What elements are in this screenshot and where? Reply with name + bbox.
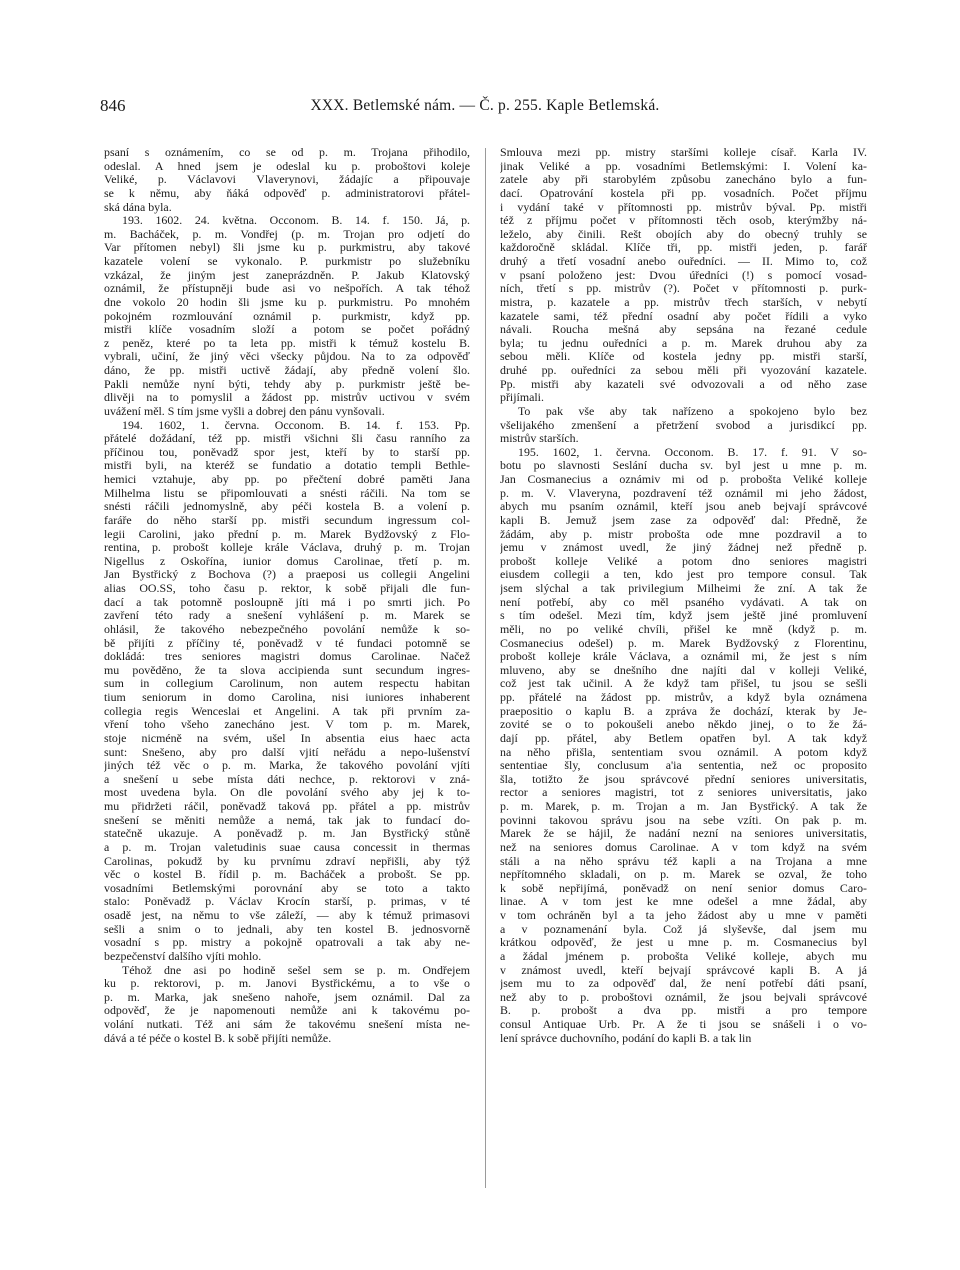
text-line: Smlouva mezi pp. mistry staršími kolleje císař. Karla IV. <box>500 146 867 159</box>
column-divider <box>485 148 486 1188</box>
text-line: na něho přišla, sententiam svou oznámil. A potom když <box>500 745 867 759</box>
text-line: mu pověděno, že ta slova accipienda sunt secundum ingres- <box>104 663 470 677</box>
text-line: a snešení u sebe místa dáti nechce, p. rektorovi v zná- <box>104 772 470 786</box>
text-line: most uvedena byla. On dle povolání svého aby jej k to- <box>104 786 470 800</box>
text-line: pp. přátelé na žádost pp. mistrův, a když byla oznámena <box>500 691 867 704</box>
text-line: vzkázal, že jiným jest zaneprázdněn. P. Jakub Klatovský <box>104 268 470 282</box>
text-line: odeslal. A hned jsem je odeslal ku p. proboštovi koleje <box>104 159 470 173</box>
text-line: collegia regis Wenceslai et Angelini. A tak při prvním za- <box>104 704 470 718</box>
text-line: jinak Veliké a pp. vosadními Betlemskými: I. Volení ka- <box>500 159 867 173</box>
text-line: sententiae šly, conclusum a'ia sententia, než oc proposito <box>500 759 867 773</box>
text-line: věc o kostel B. řídil p. m. Bacháček a probošt. Se pp. <box>104 868 470 882</box>
text-line: ská dána byla. <box>104 200 172 214</box>
text-line: mluveno, aby se dnešního dne najíti dal v kolleji Veliké, <box>500 663 867 677</box>
text-line: zavření této rady a snešení vyhlášení p. m. Marek se <box>104 609 470 623</box>
text-line: dlivěji na to pomyslil a žádost pp. mistrův uctivou v svém <box>104 391 470 405</box>
text-line: hemici vztahuje, aby pp. po přečtení dobré paměti Jana <box>104 473 470 486</box>
text-line: probošt kolleje krále Václava, a oznámil mi, že jest s ním <box>500 650 867 664</box>
text-line: zovité se o to pokoušeli anebo někdo jinej, o to že žá- <box>500 718 867 732</box>
text-line: dají pp. přátel, aby Betlem opatřen byl. A tak když <box>500 731 867 745</box>
text-line: kazatele volení se vykonalo. P. purkmistr po služebníku <box>104 255 470 268</box>
text-line: šla, totižto že jsou správcové přední seniores universitatis, <box>500 772 867 786</box>
text-line: p. m. Marek, p. m. Trojan a m. Jan Bystřický. A tak že <box>500 800 867 813</box>
text-line: stoje nicméně na svém, ušel In absentia eius haec acta <box>104 731 470 745</box>
text-line: psaní s oznámením, co se od p. m. Trojana přihodilo, <box>104 146 470 159</box>
text-line: To pak vše aby tak nařízeno a spokojeno bylo bez <box>518 404 867 418</box>
text-line: osadě jest, na němu to vše záleží, — aby k témuž primasovi <box>104 909 470 922</box>
running-head: XXX. Betlemské nám. — Č. p. 255. Kaple Betlemská. <box>310 97 660 114</box>
text-line: Veliké, p. Václavovi Vlaverynovi, žádajíc a připouvaje <box>104 173 470 187</box>
text-line: pokojném rozmlouvání oznámil p. purkmistr, když pp. <box>104 309 470 323</box>
text-line: sunt: Snešeno, aby pro další vjití neřádu a nepo-lušenství <box>104 745 470 759</box>
text-line: druhý a třetí vosadní anebo ouředníci. — II. Mimo to, což <box>500 255 867 268</box>
text-line: i vydání také v přítomnosti pp. mistrův býval. Pp. mistři <box>500 200 867 214</box>
text-line: statečně ukazuje. A poněvadž p. m. Jan Bystřický stůně <box>104 827 470 841</box>
text-line: dává a té péče o kostel B. k sobě přijíti nemůže. <box>104 1031 332 1045</box>
text-line: ohlásil, že takového nebezpečného povolání nemůže k so- <box>104 622 470 636</box>
text-line: Carolinas, pokudž by ku prvnímu zdraví nepřišli, aby týž <box>104 854 470 868</box>
text-line: v tom ochráněn byl a ta jeho žádost aby u mne v paměti <box>500 909 867 922</box>
text-line: mu přidržeti ráčil, poněvadž taková pp. přátel a pp. mistrův <box>104 800 470 813</box>
text-line: 195. 1602, 1. června. Occonom. B. 17. f. 91. V so- <box>518 445 867 459</box>
text-line: oznámil, že přístupněji bude asi vo nešpořích. A tak téhož <box>104 282 470 296</box>
text-line: v známost uvedl, kteří bejvají správcové kapli B. A já <box>500 963 867 977</box>
text-line: druhé pp. ouředníci za sebou měli při vyozování kazatele. <box>500 364 867 377</box>
text-line: m. Bacháček, p. m. Vondřej (p. m. Trojan pro odjetí do <box>104 227 470 241</box>
text-line: každoročně skládal. Klíče tři, pp. mistři jeden, p. farář <box>500 241 867 255</box>
text-line: Cosmanecius odešel) p. m. Marek Bydžovský z Florentinu, <box>500 636 867 650</box>
text-line: sešli a snim o to jednali, aby ten kostel B. jednosvorně <box>104 922 470 936</box>
text-line: jemu v známost uvedl, že jiný žádnej než předně p. <box>500 541 867 555</box>
text-line: dáno, že pp. mistři uctivě žádají, aby předně volení šlo. <box>104 364 470 377</box>
text-line: zatele aby při starobylém způsobu zanecháno bylo a fun- <box>500 173 867 187</box>
text-line: dne vokolo 20 hodin šli jsme ku p. purkmistru. Po mnohém <box>104 295 470 309</box>
page-number: 846 <box>100 96 126 115</box>
text-line: Nigellus z Oskořína, iunior domus Carolinae, třetí p. m. <box>104 554 470 568</box>
text-line: jsem mu to za odpověď dal, že není potřebí dáti psaní, <box>500 977 867 991</box>
text-line: jiných též věc o p. m. Marka, že takového povolání vjíti <box>104 759 470 773</box>
text-line: bě přijíti z příčiny té, poněvadž v té fundaci potomně se <box>104 636 470 650</box>
text-line: Var přítomen nebyl) šli jsme ku p. purkmistru, aby takové <box>104 241 470 255</box>
text-line: Jan Cosmanecius a oznámiv mi od p. probošta Veliké kolleje <box>500 473 867 486</box>
text-line: ku p. rektorovi, p. m. Janovi Bystřickému, a to vše o <box>104 977 470 991</box>
text-line: vybrali, učiní, že jiný věci všecky půjdou. Na to za odpověď <box>104 350 470 364</box>
text-line: leželo, aby činili. Rešt obojích aby do obecný truhly se <box>500 227 867 241</box>
text-line: stáli a na něho správu též kapli a na Trojana a mne <box>500 854 867 868</box>
text-line: kapli B. Jemuž jsem zase za odpověď dal: Předně, že <box>500 513 867 527</box>
text-line: příčinou tou, poněvadž spor jest, kteří by to starší pp. <box>104 445 470 459</box>
text-line: odpověď, že je napomenouti nemůže ani k takovému po- <box>104 1004 470 1018</box>
text-line: mistři byli, na kteréž se fundatio a dotatio templi Bethle- <box>104 459 470 473</box>
text-line: B. p. probošt a dva pp. mistři a pro tempore <box>500 1004 867 1018</box>
text-line: všelijakého zmenšení a přetržení svobod a jurisdikcí pp. <box>500 418 867 432</box>
text-line: rentina, p. probošt kolleje krále Václava, druhý p. m. Trojan <box>104 541 470 555</box>
text-line: a p. m. Trojan valetudinis suae causa concessit in thermas <box>104 840 470 854</box>
text-line: mistři klíče vosadním složí a potom se počet pořádný <box>104 323 470 337</box>
text-line: linae. A v tom jest ke mne odešel a mne žádal, aby <box>500 895 867 909</box>
text-line: a žádal jménem p. probošta Veliké kolleje, abych mu <box>500 949 867 963</box>
left-column <box>104 146 470 1206</box>
text-line: než aby to p. proboštovi oznámil, že jsou bejvali správcové <box>500 990 867 1004</box>
text-line: alias OO.SS, toho času p. rektor, k sobě přijali dle fun- <box>104 582 470 595</box>
text-line: bezpečenství dalšího vjíti mohlo. <box>104 949 262 963</box>
text-line: botu po slavnosti Seslání ducha sv. byl jest u mne p. m. <box>500 459 867 473</box>
text-line: žádám, aby p. mistr probošta ode mne pozdravil a to <box>500 527 867 541</box>
text-line: mistra, p. kazatele a pp. mistrův třech starších, v nebytí <box>500 295 867 309</box>
text-line: byla; tu jednu ouředníci a p. m. Marek druhou aby za <box>500 336 867 350</box>
text-line: není potřebí, aby co měl psaného vydávati. A tak on <box>500 595 867 609</box>
text-line: dací a tak potomně posloupně jíti má i po smrti jich. Po <box>104 595 470 609</box>
text-line: vosadní s pp. mistry a pokojně opatrovali a tak aby ne- <box>104 936 470 950</box>
text-line: též z příjmu počet v přítomnosti těch osob, kterýmžby ná- <box>500 214 867 228</box>
text-line: dací. Opatrování kostela při pp. vosadních. Počet příjmu <box>500 186 867 200</box>
text-line: uvážení měl. S tím jsme vyšli a dobrej den pánu vynšovali. <box>104 404 385 418</box>
text-line: snésti ráčili jednomyslně, aby péči kostela B. a volení p. <box>104 500 470 514</box>
text-line: s tím odešel. Mezi tím, když jsem ještě jiné promluvení <box>500 609 867 623</box>
text-line: kazatele sami, též přední osadní aby počet řídili a vyko <box>500 309 867 323</box>
text-line: se k němu, aby ňáká odpověď p. administratorovi přátel- <box>104 186 470 200</box>
text-line: Marek že se hájil, že nadání nezní na seniores universitatis, <box>500 827 867 841</box>
text-line: krátkou odpověď, že jest u mne p. m. Cosmanecius byl <box>500 936 867 950</box>
text-line: Téhož dne asi po hodině sešel sem se p. m. Ondřejem <box>122 963 470 977</box>
text-line: snešení se měniti nemůže a nemá, tak jak to fundací do- <box>104 813 470 827</box>
text-line: 194. 1602, 1. června. Occonom. B. 14. f. 153. Pp. <box>122 418 470 432</box>
text-line: rector a seniores magistri, tot z seniores universitatis, jako <box>500 786 867 800</box>
text-line: vosadními Betlemskými porovnání aby se toto a takto <box>104 881 470 895</box>
text-line: eiusdem collegii a ten, kdo jest pro tempore consul. Tak <box>500 568 867 582</box>
text-line: jsem slýchal a tak privilegium Milheimi že zní. A tak že <box>500 582 867 595</box>
text-line: stalo: Poněvadž p. Václav Krocín starší, p. primas, v té <box>104 895 470 909</box>
text-line: consul Antiquae Urb. Pr. A že ti jsou se snášeli i o vo- <box>500 1018 867 1031</box>
text-line: přijímali. <box>500 391 544 405</box>
text-line: praepositio o kaplu B. a zpráva že dochází, kterak by Je- <box>500 704 867 718</box>
text-line: nepřítomného skladali, on p. m. Marek se ozval, že toho <box>500 868 867 882</box>
text-line: Pp. mistři aby kazateli své odvozovali a od něho zase <box>500 377 867 391</box>
text-line: vření toho všeho zanecháno jest. V tom p. m. Marek, <box>104 718 470 732</box>
text-line: Milhelma listu se připomlouvati a snésti ráčili. Na tom se <box>104 486 470 500</box>
text-line: a v poznamenání byla. Což já slyševše, dal jsem mu <box>500 922 867 936</box>
right-column <box>500 146 867 1206</box>
text-line: volání nutkati. Též ani sám že takovému snešení místa ne- <box>104 1018 470 1031</box>
text-line: legii Carolini, jako přední p. m. Marek Bydžovský z Flo- <box>104 527 470 541</box>
text-line: faráře do něho starší pp. mistři secundum ingressum col- <box>104 513 470 527</box>
text-line: abych mu psaním oznámil, kteří jsou aneb bejvají správcové <box>500 500 867 514</box>
text-line: sebou měli. Klíče od kostela jedny pp. mistři starší, <box>500 350 867 364</box>
text-line: p. m. V. Vlaveryna, pozdravení též oznámil mi jeho žádost, <box>500 486 867 500</box>
text-line: p. m. Marka, jak snešeno nahoře, jsem oznámil. Dal za <box>104 990 470 1004</box>
text-line: měli, no po veliké chvíli, přišel ke mně (když p. m. <box>500 622 867 636</box>
text-line: sum in collegium Carolinum, non autem respectu habitan <box>104 677 470 691</box>
text-line: z peněz, které po ta leta pp. mistři k témuž kostelu B. <box>104 336 470 350</box>
text-line: probošt kolleje Veliké a potom dno seniores magistri <box>500 554 867 568</box>
text-line: mistrův starších. <box>500 432 579 446</box>
text-line: přátelé dožádaní, též pp. mistři všichni šli času ranního za <box>104 432 470 446</box>
text-line: tium seniorum in domo Carolina, nisi iuniores inhaberent <box>104 691 470 704</box>
text-line: v psaní položeno jest: Dvou úředníci (!) s pomocí vosad- <box>500 268 867 282</box>
text-line: Pakli nemůže nyní býti, tehdy aby p. purkmistr ještě be- <box>104 377 470 391</box>
text-line: povinni takovou správu jsou na sebe vzíti. On pak p. m. <box>500 813 867 827</box>
text-line: návali. Roucha mešná aby sepsána na řezané cedule <box>500 323 867 337</box>
text-line: lení správce duchovního, podání do kapli B. a tak lin <box>500 1031 752 1045</box>
text-line: Jan Bystřický z Bochova (?) a praeposi us collegii Angelini <box>104 568 470 582</box>
text-line: ních, třetí s pp. mistrův (?). Počet v přítomnosti p. purk- <box>500 282 867 296</box>
text-line: 193. 1602. 24. května. Occonom. B. 14. f. 150. Já, p. <box>122 214 470 228</box>
page-header <box>90 96 880 120</box>
text-line: než na seniores domus Carolinae. A v tom když na svém <box>500 840 867 854</box>
text-line: k sobě nepřijímá, poněvadž on není senior domus Caro- <box>500 881 867 895</box>
text-line: což jest tak učinil. A že když tam přišel, tu jsou se sešli <box>500 677 867 691</box>
text-line: dokládá: tres seniores magistri domus Carolinae. Načež <box>104 650 470 664</box>
